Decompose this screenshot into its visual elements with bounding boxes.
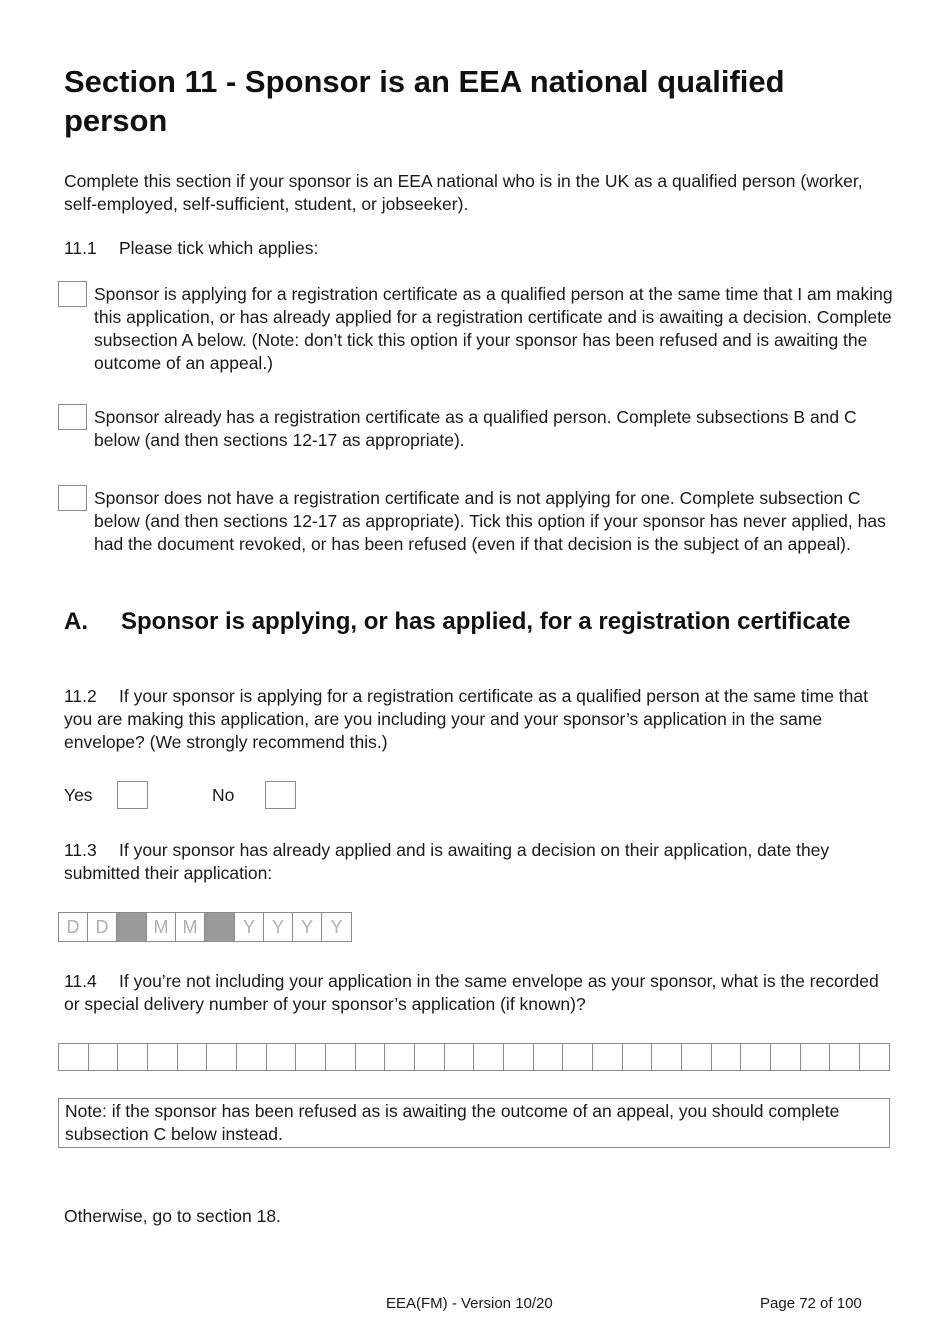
delivery-number-char-box[interactable] — [504, 1044, 534, 1070]
question-text: If your sponsor has already applied and is awaiting a decision on their application, date they submitted their application: — [64, 840, 830, 883]
section-intro: Complete this section if your sponsor is an EEA national who is in the UK as a qualified person (worker, self-employed, self-sufficient, student, or jobseeker). — [64, 171, 863, 214]
day-digit-1[interactable]: D — [59, 913, 88, 941]
date-separator — [205, 913, 235, 941]
delivery-number-char-box[interactable] — [356, 1044, 386, 1070]
question-11-2 — [64, 685, 884, 754]
option-3-checkbox[interactable] — [58, 485, 87, 511]
yes-checkbox[interactable] — [117, 781, 148, 809]
month-digit-2[interactable]: M — [176, 913, 205, 941]
no-label: No — [212, 785, 235, 805]
subsection-letter: A. — [64, 608, 88, 635]
delivery-number-char-box[interactable] — [652, 1044, 682, 1070]
option-1-label: Sponsor is applying for a registration certificate as a qualified person at the same time that I am making this application, or has already applied for a registration certificate and is awaiting a decision. Complete subsection A below. (Note: don’t tick this option if your sponsor has been refused and is awaiting the outcome of an appeal.) — [94, 284, 893, 373]
delivery-number-char-box[interactable] — [593, 1044, 623, 1070]
option-1-checkbox[interactable] — [58, 281, 87, 307]
question-11-3 — [64, 839, 884, 885]
footer-form-version: EEA(FM) - Version 10/20 — [386, 1295, 553, 1312]
month-digit-1[interactable]: M — [147, 913, 176, 941]
section-title: Section 11 - Sponsor is an EEA national qualified person — [64, 64, 785, 138]
delivery-number-char-box[interactable] — [474, 1044, 504, 1070]
delivery-number-char-box[interactable] — [712, 1044, 742, 1070]
delivery-number-char-box[interactable] — [563, 1044, 593, 1070]
delivery-number-char-box[interactable] — [118, 1044, 148, 1070]
year-digit-2[interactable]: Y — [264, 913, 293, 941]
delivery-number-char-box[interactable] — [623, 1044, 653, 1070]
option-2-checkbox[interactable] — [58, 404, 87, 430]
otherwise-instruction: Otherwise, go to section 18. — [64, 1206, 281, 1226]
subsection-a-heading — [64, 606, 884, 637]
delivery-number-char-box[interactable] — [267, 1044, 297, 1070]
year-digit-3[interactable]: Y — [293, 913, 322, 941]
yes-label: Yes — [64, 785, 93, 805]
delivery-number-char-box[interactable] — [415, 1044, 445, 1070]
delivery-number-char-box[interactable] — [178, 1044, 208, 1070]
delivery-number-char-box[interactable] — [801, 1044, 831, 1070]
question-number: 11.3 — [64, 840, 97, 860]
delivery-number-char-box[interactable] — [682, 1044, 712, 1070]
question-11-4 — [64, 970, 884, 1016]
delivery-number-field[interactable] — [58, 1043, 890, 1071]
day-digit-2[interactable]: D — [88, 913, 117, 941]
delivery-number-char-box[interactable] — [148, 1044, 178, 1070]
subsection-title: Sponsor is applying, or has applied, for a registration certificate — [121, 608, 851, 635]
question-number: 11.4 — [64, 971, 97, 991]
question-11-1 — [64, 237, 318, 260]
delivery-number-char-box[interactable] — [207, 1044, 237, 1070]
delivery-number-char-box[interactable] — [445, 1044, 475, 1070]
delivery-number-char-box[interactable] — [741, 1044, 771, 1070]
option-2-label: Sponsor already has a registration certificate as a qualified person. Complete subsections B and C below (and then sections 12-17 as appropriate). — [94, 407, 857, 450]
question-text: Please tick which applies: — [119, 238, 319, 258]
date-separator — [117, 913, 147, 941]
option-3-label: Sponsor does not have a registration certificate and is not applying for one. Complete subsection C below (and then sections 12-17 as appropriate). Tick this option if your sponsor has never applied, has had the document revoked, or has been refused (even if that decision is the subject of an appeal). — [94, 488, 886, 554]
delivery-number-char-box[interactable] — [326, 1044, 356, 1070]
delivery-number-char-box[interactable] — [237, 1044, 267, 1070]
delivery-number-char-box[interactable] — [385, 1044, 415, 1070]
question-number: 11.2 — [64, 686, 97, 706]
question-number: 11.1 — [64, 238, 97, 258]
delivery-number-char-box[interactable] — [59, 1044, 89, 1070]
delivery-number-char-box[interactable] — [89, 1044, 119, 1070]
no-checkbox[interactable] — [265, 781, 296, 809]
question-text: If your sponsor is applying for a registration certificate as a qualified person at the same time that you are making this application, are you including your and your sponsor’s application in the same envelope? (We strongly recommend this.) — [64, 686, 868, 752]
delivery-number-char-box[interactable] — [296, 1044, 326, 1070]
submission-date-field[interactable] — [58, 912, 352, 942]
delivery-number-char-box[interactable] — [830, 1044, 860, 1070]
question-text: If you’re not including your application in the same envelope as your sponsor, what is the recorded or special delivery number of your sponsor’s application (if known)? — [64, 971, 879, 1014]
note-box: Note: if the sponsor has been refused as is awaiting the outcome of an appeal, you should complete subsection C below instead. — [58, 1098, 890, 1148]
delivery-number-char-box[interactable] — [534, 1044, 564, 1070]
year-digit-4[interactable]: Y — [322, 913, 351, 941]
footer-page-number: Page 72 of 100 — [760, 1295, 862, 1312]
delivery-number-char-box[interactable] — [860, 1044, 889, 1070]
year-digit-1[interactable]: Y — [235, 913, 264, 941]
delivery-number-char-box[interactable] — [771, 1044, 801, 1070]
